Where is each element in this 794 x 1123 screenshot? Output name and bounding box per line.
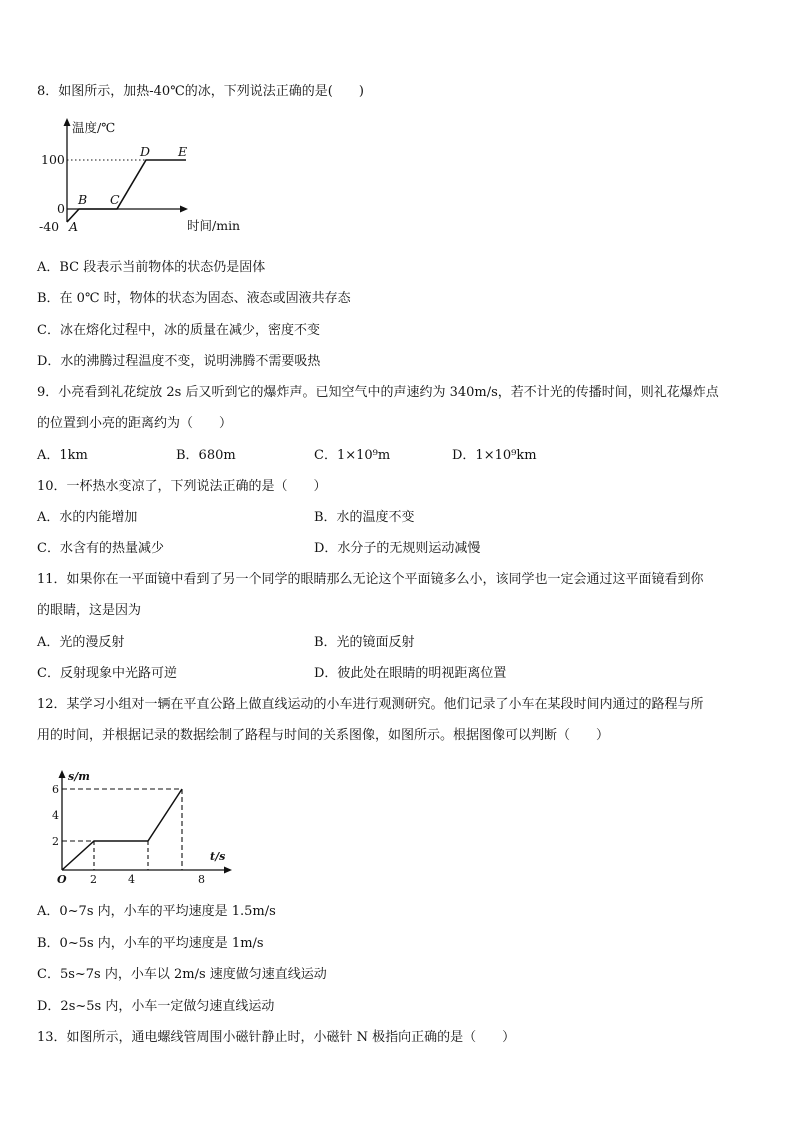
q9-stem-line1: 9．小亮看到礼花绽放 2s 后又听到它的爆炸声。已知空气中的声速约为 340m/s，若不计光的传播时间，则礼花爆炸点: [37, 385, 719, 400]
q8-option-a: A．BC 段表示当前物体的状态仍是固体: [37, 260, 266, 275]
tick-t8: 8: [198, 873, 205, 886]
q10-option-b: B．水的温度不变: [314, 510, 415, 525]
q8-option-b: B．在 0℃ 时，物体的状态为固态、液态或固液共存态: [37, 291, 351, 306]
q11-option-c: C．反射现象中光路可逆: [37, 666, 177, 681]
tick-0: 0: [57, 201, 65, 216]
s-axis-label: s/m: [68, 770, 90, 783]
q13-stem: 13．如图所示，通电螺线管周围小磁针静止时，小磁针 N 极指向正确的是（ ）: [37, 1030, 516, 1045]
q12-option-d: D．2s~5s 内，小车一定做匀速直线运动: [37, 999, 275, 1014]
x-axis-arrow: [180, 206, 188, 213]
q11-stem-line1: 11．如果你在一平面镜中看到了另一个同学的眼睛那么无论这个平面镜多么小，该同学也一定会通过这平面镜看到你: [37, 572, 704, 587]
tick-t2: 2: [90, 873, 97, 886]
q8-option-c: C．冰在熔化过程中，冰的质量在减少，密度不变: [37, 323, 320, 338]
q12-option-b: B．0~5s 内，小车的平均速度是 1m/s: [37, 936, 264, 951]
q9-option-c: C．1×10⁹m: [314, 448, 391, 463]
point-A: A: [69, 219, 79, 234]
origin-label: O: [57, 873, 67, 886]
point-E: E: [178, 144, 188, 159]
y-axis-arrow: [64, 118, 71, 126]
tick-2: 2: [52, 835, 59, 848]
q10-option-d: D．水分子的无规则运动减慢: [314, 541, 481, 556]
q12-distance-time-graph: [44, 766, 234, 890]
tick-100: 100: [41, 152, 65, 167]
q9-option-a: A．1km: [37, 448, 88, 463]
x-axis-label: 时间/min: [187, 218, 241, 233]
distance-curve: [62, 789, 182, 870]
tick-t4: 4: [128, 873, 135, 886]
t-axis-arrow: [224, 867, 232, 874]
q10-stem: 10．一杯热水变凉了，下列说法正确的是（ ）: [37, 479, 327, 494]
y-axis-label: 温度/℃: [72, 120, 116, 135]
q12-stem-line2: 用的时间，并根据记录的数据绘制了路程与时间的关系图像，如图所示。根据图像可以判断（ ）: [37, 728, 610, 743]
q12-stem-line1: 12．某学习小组对一辆在平直公路上做直线运动的小车进行观测研究。他们记录了小车在某段时间内通过的路程与所: [37, 697, 704, 712]
q11-option-d: D．彼此处在眼睛的明视距离位置: [314, 666, 507, 681]
q9-option-b: B．680m: [176, 448, 236, 463]
q10-option-a: A．水的内能增加: [37, 510, 138, 525]
q12-option-a: A．0~7s 内，小车的平均速度是 1.5m/s: [37, 904, 276, 919]
q11-option-b: B．光的镜面反射: [314, 635, 415, 650]
point-D: D: [140, 144, 151, 159]
q9-stem-line2: 的位置到小亮的距离约为（ ）: [37, 416, 233, 431]
q11-stem-line2: 的眼睛，这是因为: [37, 603, 142, 618]
q8-stem: 8．如图所示，加热-40℃的冰，下列说法正确的是( ): [37, 84, 364, 99]
tick-4: 4: [52, 809, 59, 822]
q11-option-a: A．光的漫反射: [37, 635, 125, 650]
q10-option-c: C．水含有的热量减少: [37, 541, 164, 556]
s-axis-arrow: [59, 770, 66, 778]
q8-temperature-time-graph: [36, 114, 258, 240]
tick-6: 6: [52, 783, 59, 796]
q8-option-d: D．水的沸腾过程温度不变，说明沸腾不需要吸热: [37, 354, 321, 369]
t-axis-label: t/s: [210, 850, 226, 863]
tick-neg40: -40: [39, 219, 60, 234]
q12-option-c: C．5s~7s 内，小车以 2m/s 速度做匀速直线运动: [37, 967, 327, 982]
point-B: B: [78, 192, 88, 207]
heating-curve: [67, 160, 186, 222]
q9-option-d: D．1×10⁹km: [452, 448, 537, 463]
point-C: C: [110, 192, 120, 207]
